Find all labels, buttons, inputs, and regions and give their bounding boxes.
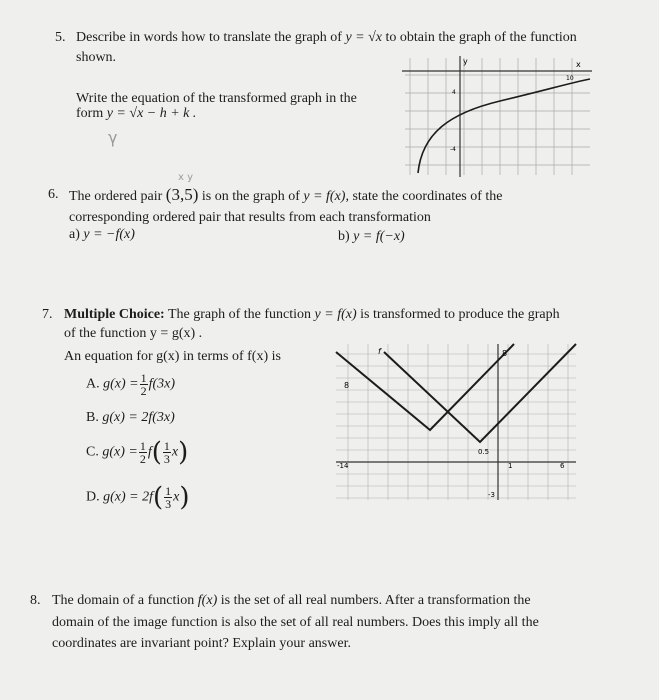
q7-option-c-num: 1 [139, 439, 146, 453]
q7-neg-x: -14 [337, 462, 349, 470]
q7-text2: is transformed to produce the graph [360, 307, 560, 322]
q7-right-mark: 6 [560, 462, 565, 470]
q7-option-a-post: f(3x) [148, 376, 176, 392]
q7-option-c-lparen: ( [151, 437, 162, 468]
q6-part-a [69, 226, 135, 244]
q5-form-label: form [76, 106, 104, 121]
q6-b-eq: y = f(−x) [353, 229, 405, 244]
q8-line2: domain of the image function is also the set of all real numbers. Does this imply all the [52, 615, 539, 630]
q8-line1a: The domain of a function [52, 593, 195, 608]
q6-a-eq: y = −f(x) [83, 227, 135, 242]
q7-left-mark: 8 [344, 381, 350, 390]
q6-line1 [69, 186, 503, 206]
q7-option-c-pre: g(x) = [102, 444, 138, 460]
q7-line3: An equation for g(x) in terms of f(x) is [64, 349, 281, 364]
q7-option-d-post: x [173, 489, 180, 505]
q7-option-d[interactable] [86, 482, 190, 513]
q7-option-d-num: 1 [165, 484, 172, 498]
q7-option-c-rparen: ) [178, 437, 189, 468]
q5-tick-pos: 4 [452, 89, 456, 96]
q5-tick-x: 10 [566, 75, 574, 82]
q6-pair-mark: x y [178, 172, 194, 183]
q6-text-b: is on the graph of [201, 189, 300, 204]
q7-option-b-label: B. [86, 410, 99, 425]
q5-x-label: x [576, 60, 581, 69]
q7-number: 7. [42, 307, 53, 322]
q7-option-a[interactable] [86, 372, 175, 397]
q7-f-label: f [378, 347, 381, 356]
q6-number: 6. [48, 187, 59, 202]
q5-line1-text: Describe in words how to translate the graph of [76, 30, 342, 45]
q6-a-label: a) [69, 227, 80, 242]
q7-option-a-den: 2 [140, 384, 147, 398]
q7-half: 0.5 [478, 448, 490, 456]
q7-option-b[interactable] [86, 409, 175, 427]
q5-line1 [76, 29, 577, 47]
q8-eq: f(x) [197, 593, 218, 608]
q8-line3: coordinates are invariant point? Explain your answer. [52, 636, 351, 651]
q5-form-eq: y = √x − h + k . [106, 106, 197, 121]
q5-graph [400, 53, 595, 178]
q5-y-label: y [463, 57, 468, 66]
q7-bold-label: Multiple Choice: [64, 307, 165, 322]
q7-option-d-pre: g(x) = 2f [103, 489, 153, 505]
q7-option-c-post: x [171, 444, 179, 460]
q7-option-d-rparen: ) [179, 482, 190, 513]
q5-line2: shown. [76, 50, 117, 65]
q7-option-c-mid: f [147, 444, 152, 460]
q8-line1 [52, 592, 531, 610]
q7-option-a-pre: g(x) = [103, 376, 139, 392]
q5-line3: Write the equation of the transformed graph in the [76, 91, 357, 106]
q5-line4 [76, 105, 196, 123]
q7-option-a-frac [140, 372, 148, 397]
q6-eq: y = f(x), [303, 189, 349, 204]
q7-line1 [64, 306, 560, 324]
q7-option-d-label: D. [86, 489, 100, 505]
q6-pair: (3,5) [165, 185, 199, 204]
q7-neg-three: -3 [488, 491, 495, 499]
q5-pencil-mark: γ [108, 128, 118, 147]
q8-line1b: is the set of all real numbers. After a transformation the [220, 593, 531, 608]
q6-part-b [338, 228, 405, 246]
q7-option-c-den: 2 [139, 452, 146, 466]
q7-option-d-lparen: ( [153, 482, 164, 513]
q7-option-c[interactable] [86, 437, 189, 468]
q7-graph-g [384, 344, 576, 442]
q5-tick-neg: -4 [450, 146, 456, 153]
q7-y-label: 8 [502, 349, 508, 358]
q7-text1: The graph of the function [167, 307, 312, 322]
q7-option-c-frac1 [139, 440, 147, 465]
q7-option-c-frac2 [163, 440, 171, 465]
q5-line1b-text: to obtain the graph of the function [385, 30, 577, 45]
q6-text-a: The ordered pair [69, 189, 163, 204]
q6-text-c: state the coordinates of the [352, 189, 503, 204]
q7-graph-f [336, 344, 514, 430]
q6-b-label: b) [338, 229, 350, 244]
q7-option-d-den: 3 [165, 497, 172, 511]
q7-option-d-frac [164, 485, 172, 510]
q7-option-c-label: C. [86, 444, 99, 460]
q7-one: 1 [508, 462, 513, 470]
q7-line2: of the function y = g(x) . [64, 326, 203, 341]
q7-option-c-num2: 1 [163, 439, 170, 453]
q5-number: 5. [55, 30, 66, 45]
q6-line2: corresponding ordered pair that results from each transformation [69, 210, 431, 225]
q7-option-a-label: A. [86, 376, 100, 392]
q7-option-a-num: 1 [140, 371, 147, 385]
q8-number: 8. [30, 593, 41, 608]
q7-option-c-den2: 3 [163, 452, 170, 466]
q7-eq1: y = f(x) [314, 307, 357, 322]
q7-option-b-eq: g(x) = 2f(3x) [102, 410, 175, 425]
q5-eq: y = √x [345, 30, 382, 45]
q7-graph [334, 342, 578, 502]
